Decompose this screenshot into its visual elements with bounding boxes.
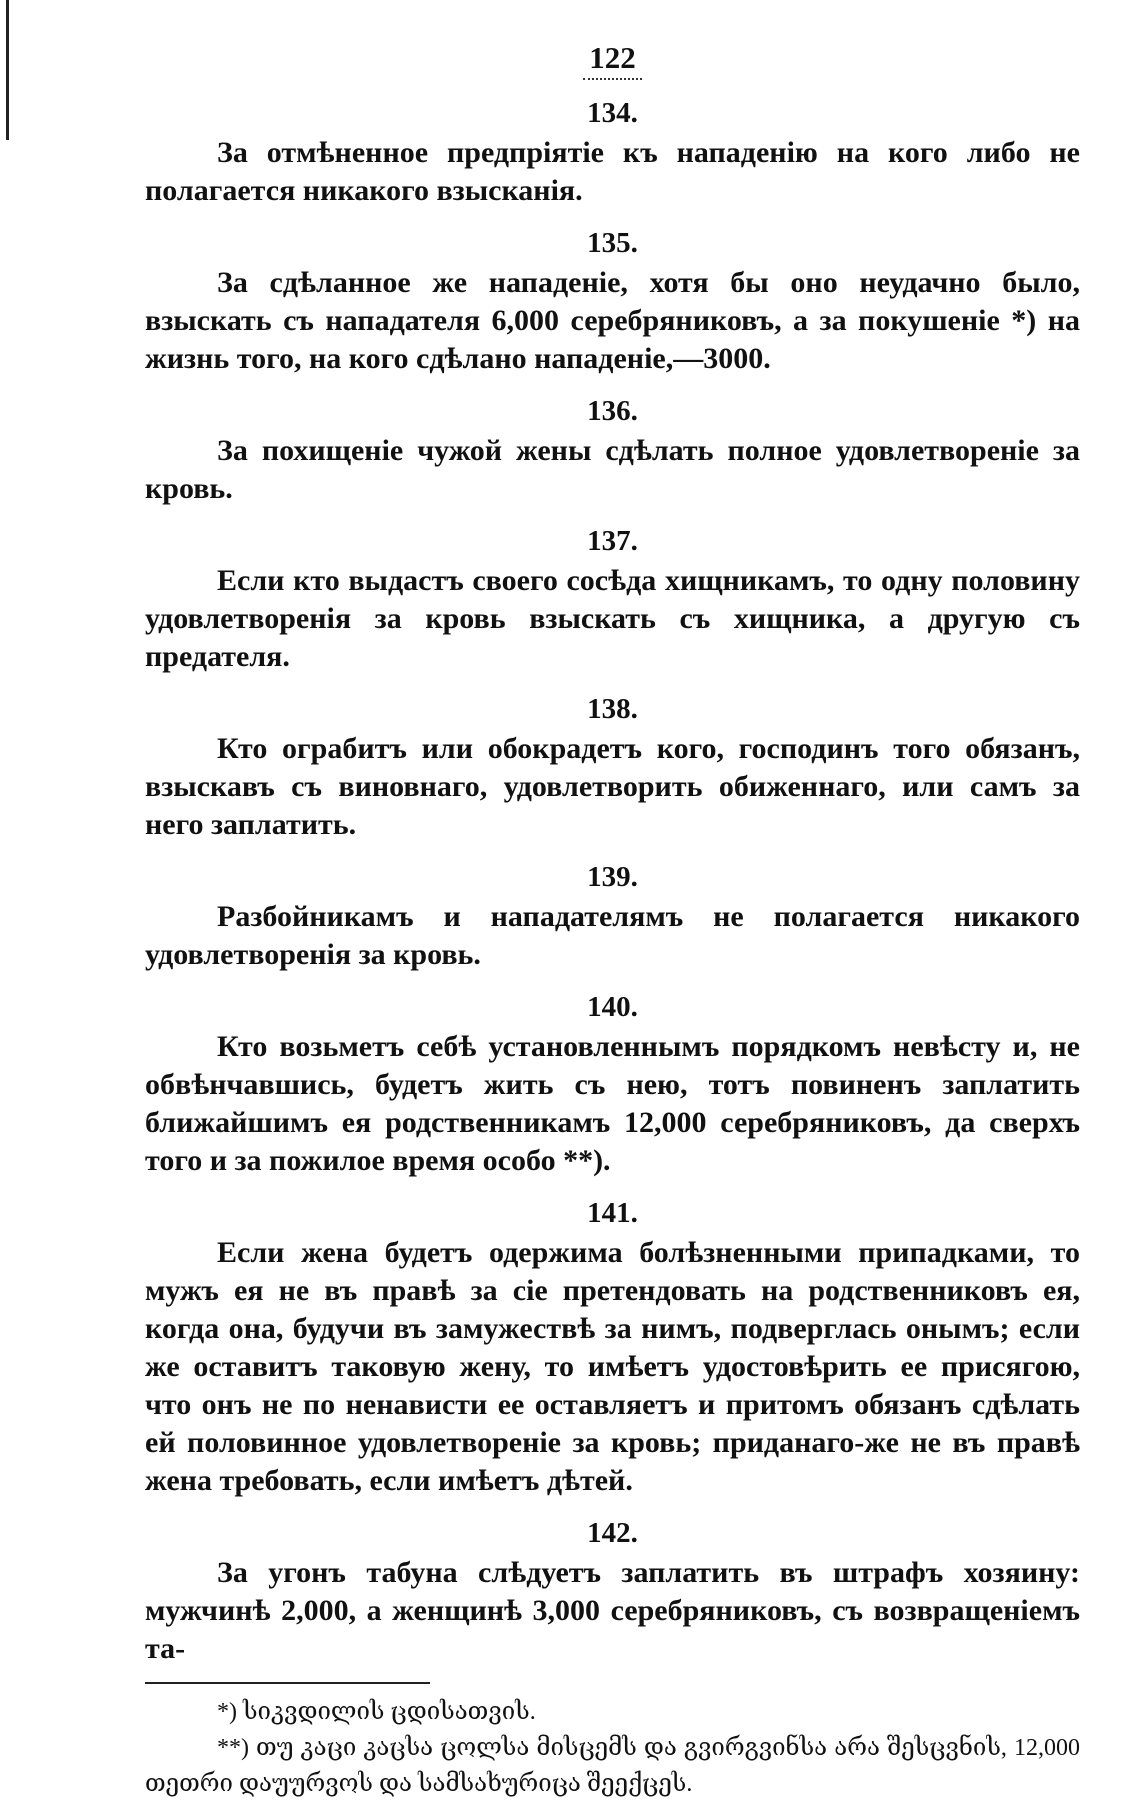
article-138 bbox=[145, 692, 1080, 844]
article-text: За похищеніе чужой жены сдѣлать полное удовлетвореніе за кровь. bbox=[145, 434, 1080, 505]
article-text: Кто возьметъ себѣ установленнымъ порядкомъ невѣсту и, не обвѣнчавшись, будетъ жить съ нею, тотъ повиненъ заплатить ближайшимъ ея родственникамъ 12,000 серебряниковъ, да сверхъ того и за пожилое время особо **). bbox=[145, 1030, 1080, 1177]
page-number: 122 bbox=[145, 40, 1080, 80]
article-140 bbox=[145, 990, 1080, 1180]
article-text: Кто ограбитъ или обокрадетъ кого, господинъ того обязанъ, взыскавъ съ виновнаго, удовлетворить обиженнаго, или самъ за него заплатить. bbox=[145, 732, 1080, 841]
article-number: 139. bbox=[587, 861, 638, 893]
scan-margin-line bbox=[6, 0, 9, 140]
article-number: 136. bbox=[587, 395, 638, 427]
footnote-1: *) სიკვდილის ცდისათვის. bbox=[217, 1699, 536, 1725]
article-text: Если кто выдастъ своего сосѣда хищникамъ, то одну половину удовлетворенія за кровь взыскать съ хищника, а другую съ предателя. bbox=[145, 564, 1080, 673]
article-134 bbox=[145, 96, 1080, 210]
article-135 bbox=[145, 226, 1080, 378]
article-number: 140. bbox=[587, 991, 638, 1023]
article-139 bbox=[145, 860, 1080, 974]
article-text: Если жена будетъ одержима болѣзненными припадками, то мужъ ея не въ правѣ за сіе претендовать на родственниковъ ея, когда она, будучи въ замужествѣ за нимъ, подверглась онымъ; если же оставитъ таковую жену, то имѣетъ удостовѣрить ее присягою, что онъ не по ненависти ее оставляетъ и притомъ обязанъ сдѣлать ей половинное удовлетвореніе за кровь; приданаго-же не въ правѣ жена требовать, если имѣетъ дѣтей. bbox=[145, 1236, 1080, 1497]
footnote-divider bbox=[145, 1682, 430, 1684]
article-number: 134. bbox=[587, 97, 638, 129]
article-number: 142. bbox=[587, 1517, 638, 1549]
article-141 bbox=[145, 1196, 1080, 1500]
article-137 bbox=[145, 524, 1080, 676]
article-number: 137. bbox=[587, 525, 638, 557]
article-text: За сдѣланное же нападеніе, хотя бы оно неудачно было, взыскать съ нападателя 6,000 серебряниковъ, а за покушеніе *) на жизнь того, на кого сдѣлано нападеніе,—3000. bbox=[145, 266, 1080, 375]
footnote-2: **) თუ კაცი კაცსა ცოლსა მისცემს და გვირგვინსა არა შესცვნის, 12,000 თეთრი დაუურვოს და სამსახურიცა შეექცეს. bbox=[145, 1735, 1080, 1797]
article-136 bbox=[145, 394, 1080, 508]
article-text: За отмѣненное предпріятіе къ нападенію на кого либо не полагается никакого взысканія. bbox=[145, 136, 1080, 207]
document-page bbox=[145, 40, 1080, 1802]
article-text: За угонъ табуна слѣдуетъ заплатить въ штрафъ хозяину: мужчинѣ 2,000, а женщинѣ 3,000 серебряниковъ, съ возвращеніемъ та- bbox=[145, 1556, 1080, 1665]
article-number: 135. bbox=[587, 227, 638, 259]
article-number: 141. bbox=[587, 1197, 638, 1229]
article-142 bbox=[145, 1516, 1080, 1668]
article-text: Разбойникамъ и нападателямъ не полагается никакого удовлетворенія за кровь. bbox=[145, 900, 1080, 971]
article-number: 138. bbox=[587, 693, 638, 725]
